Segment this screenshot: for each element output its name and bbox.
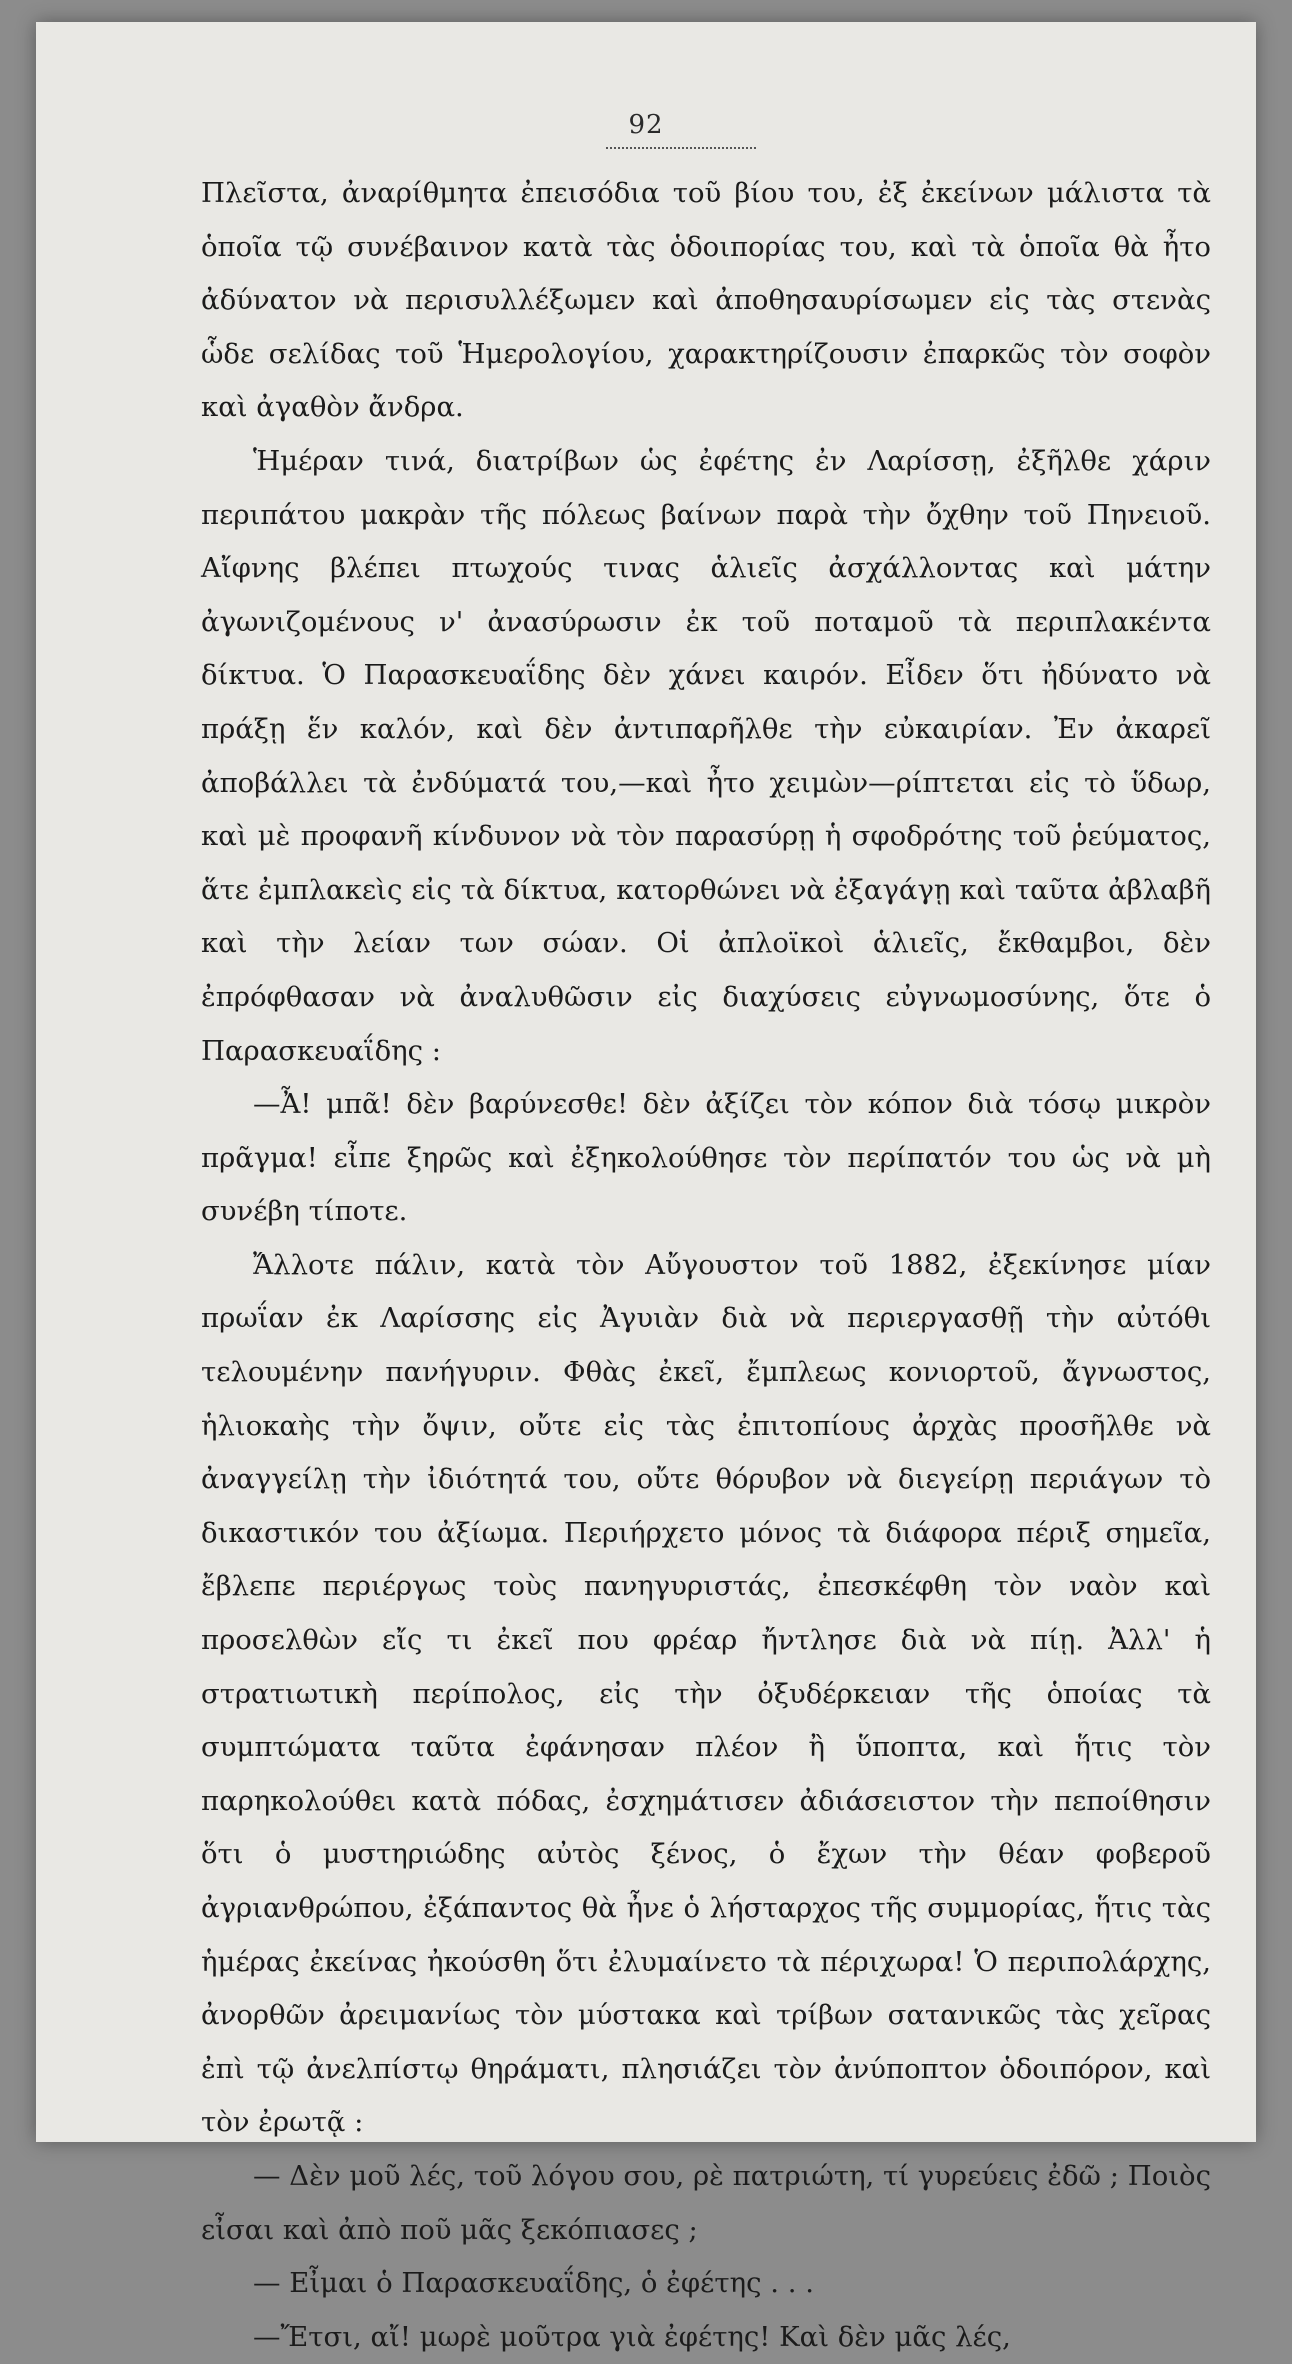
paragraph-agia-festival: Ἄλλοτε πάλιν, κατὰ τὸν Αὔγουστον τοῦ 1882, ἐξεκίνησε μίαν πρωΐαν ἐκ Λαρίσσης εἰς Ἀγυιὰν διὰ νὰ περιεργασθῇ τὴν αὐτόθι τελουμένην πανήγυριν. Φθὰς ἐκεῖ, ἔμπλεως κονιορτοῦ, ἄγνωστος, ἡλιοκαὴς τὴν ὄψιν, οὔτε εἰς τὰς ἐπιτοπίους ἀρχὰς προσῆλθε νὰ ἀναγγείλῃ τὴν ἰδιότητά του, οὔτε θόρυβον νὰ διεγείρῃ περιάγων τὸ δικαστικόν του ἀξίωμα. Περιήρχετο μόνος τὰ διάφορα πέριξ σημεῖα, ἔβλεπε περιέργως τοὺς πανηγυριστάς, ἐπεσκέφθη τὸν ναὸν καὶ προσελθὼν εἴς τι ἐκεῖ που φρέαρ ἤντλησε διὰ νὰ πίῃ. Ἀλλ' ἡ στρατιωτικὴ περίπολος, εἰς τὴν ὀξυδέρκειαν τῆς ὁποίας τὰ συμπτώματα ταῦτα ἐφάνησαν πλέον ἢ ὕποπτα, καὶ ἥτις τὸν παρηκολούθει κατὰ πόδας, ἐσχημάτισεν ἀδιάσειστον τὴν πεποίθησιν ὅτι ὁ μυστηριώδης αὐτὸς ξένος, ὁ ἔχων τὴν θέαν φοβεροῦ ἀγριανθρώπου, ἐξάπαντος θὰ ἦνε ὁ λήσταρχος τῆς συμμορίας, ἥτις τὰς ἡμέρας ἐκείνας ἠκούσθη ὅτι ἐλυμαίνετο τὰ πέριχωρα! Ὁ περιπολάρχης, ἀνορθῶν ἀρειμανίως τὸν μύστακα καὶ τρίβων σατανικῶς τὰς χεῖρας ἐπὶ τῷ ἀνελπίστῳ θηράματι, πλησιάζει τὸν ἀνύποπτον ὁδοιπόρον, καὶ τὸν ἐρωτᾷ : — [201, 1248, 1211, 2139]
body-text — [201, 167, 1211, 2364]
paragraph-larissa-fishermen: Ἡμέραν τινά, διατρίβων ὡς ἐφέτης ἐν Λαρίσσῃ, ἐξῆλθε χάριν περιπάτου μακρὰν τῆς πόλεως βαίνων παρὰ τὴν ὄχθην τοῦ Πηνειοῦ. Αἴφνης βλέπει πτωχούς τινας ἁλιεῖς ἀσχάλλοντας καὶ μάτην ἀγωνιζομένους ν' ἀνασύρωσιν ἐκ τοῦ ποταμοῦ τὰ περιπλακέντα δίκτυα. Ὁ Παρασκευαΐδης δὲν χάνει καιρόν. Εἶδεν ὅτι ἠδύνατο νὰ πράξῃ ἕν καλόν, καὶ δὲν ἀντιπαρῆλθε τὴν εὐκαιρίαν. Ἐν ἀκαρεῖ ἀποβάλλει τὰ ἐνδύματά του,—καὶ ἦτο χειμὼν—ρίπτεται εἰς τὸ ὕδωρ, καὶ μὲ προφανῆ κίνδυνον νὰ τὸν παρασύρῃ ἡ σφοδρότης τοῦ ῥεύματος, ἅτε ἐμπλακεὶς εἰς τὰ δίκτυα, κατορθώνει νὰ ἐξαγάγῃ καὶ ταῦτα ἀβλαβῆ καὶ τὴν λείαν των σώαν. Οἱ ἀπλοϊκοὶ ἁλιεῖς, ἔκθαμβοι, δὲν ἐπρόφθασαν νὰ ἀναλυθῶσιν εἰς διαχύσεις εὐγνωμοσύνης, ὅτε ὁ Παρασκευαΐδης : — [201, 444, 1211, 1067]
book-page — [36, 22, 1256, 2353]
paragraph-dialogue-answer: — Εἶμαι ὁ Παρασκευαΐδης, ὁ ἐφέτης . . . — [253, 2267, 814, 2300]
page-number-rule — [606, 147, 756, 149]
paragraph-dialogue-reply: —Ἆ! μπᾶ! δὲν βαρύνεσθε! δὲν ἀξίζει τὸν κόπον διὰ τόσῳ μικρὸν πρᾶγμα! εἶπε ξηρῶς καὶ ἐξηκολούθησε τὸν περίπατόν του ὡς νὰ μὴ συνέβη τίποτε. — [201, 1088, 1211, 1228]
paragraph-dialogue-retort: —Ἔτσι, αἴ! μωρὲ μοῦτρα γιὰ ἐφέτης! Καὶ δὲν μᾶς λές, — [253, 2320, 1011, 2353]
page-number: 92 — [628, 110, 664, 140]
paragraph-dialogue-question: — Δὲν μοῦ λές, τοῦ λόγου σου, ρὲ πατριώτη, τί γυρεύεις ἐδῶ ; Ποιὸς εἶσαι καὶ ἀπὸ ποῦ μᾶς ξεκόπιασες ; — [201, 2159, 1211, 2246]
paragraph-anecdotes-intro: Πλεῖστα, ἀναρίθμητα ἐπεισόδια τοῦ βίου του, ἐξ ἐκείνων μάλιστα τὰ ὁποῖα τῷ συνέβαινον κατὰ τὰς ὁδοιπορίας του, καὶ τὰ ὁποῖα θὰ ἦτο ἀδύνατον νὰ περισυλλέξωμεν καὶ ἀποθησαυρίσωμεν εἰς τὰς στενὰς ὧδε σελίδας τοῦ Ἡμερολογίου, χαρακτηρίζουσιν ἐπαρκῶς τὸν σοφὸν καὶ ἀγαθὸν ἄνδρα. — [201, 177, 1211, 424]
